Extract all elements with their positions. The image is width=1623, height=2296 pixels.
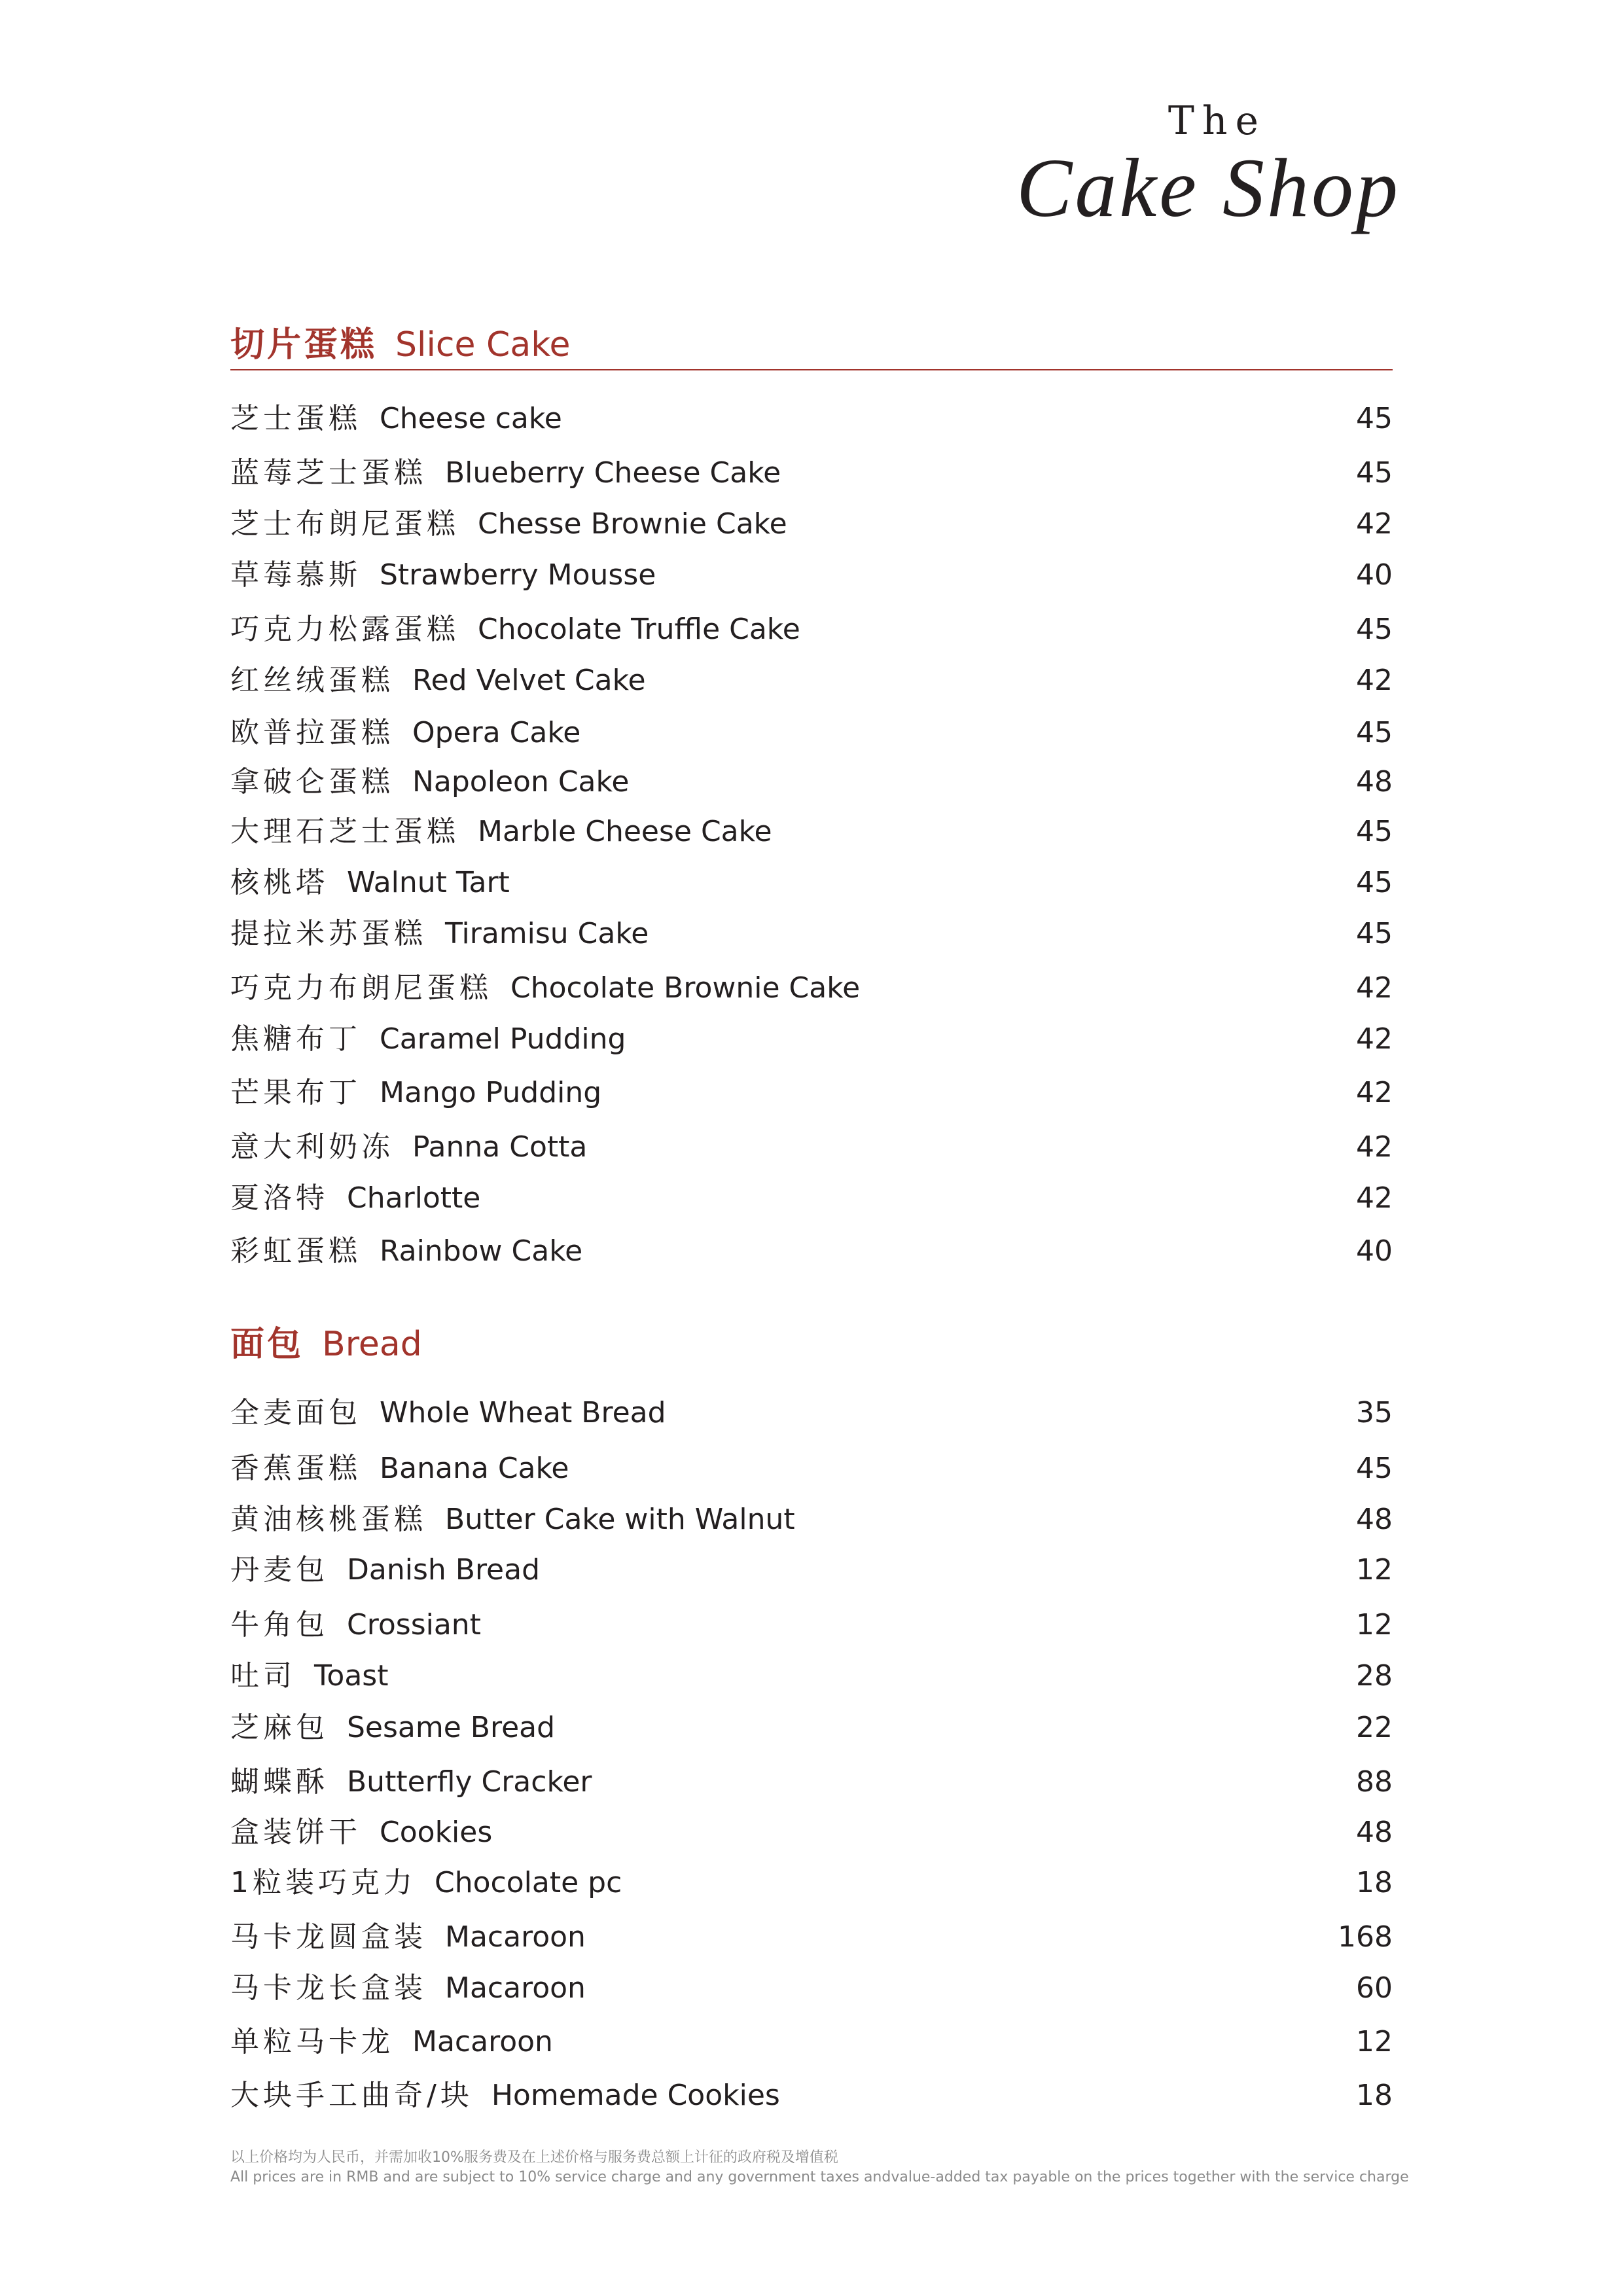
brand-logo [1016, 98, 1400, 232]
section-title [230, 322, 1393, 368]
item-name-en: Charlotte [347, 1181, 481, 1215]
item-name-en: Macaroon [445, 1971, 586, 2005]
item-name-en: Chocolate Truffle Cake [478, 613, 800, 646]
item-name-en: Chesse Brownie Cake [478, 507, 787, 541]
item-name-en: Butterfly Cracker [347, 1765, 592, 1799]
menu-item [230, 1500, 1393, 1539]
item-price: 48 [1356, 765, 1393, 798]
menu-item [230, 1551, 1393, 1590]
menu-item [230, 1449, 1393, 1488]
item-name-cn: 提拉米苏蛋糕 [230, 917, 427, 950]
item-name-cn: 黄油核桃蛋糕 [230, 1503, 427, 1536]
item-name-cn: 香蕉蛋糕 [230, 1452, 361, 1485]
item-name-en: Mango Pudding [380, 1076, 602, 1109]
item-name-cn: 巧克力布朗尼蛋糕 [230, 971, 492, 1005]
menu-item [230, 505, 1393, 544]
item-name-en: Blueberry Cheese Cake [445, 456, 781, 490]
item-price: 42 [1356, 1022, 1393, 1056]
item-price: 12 [1356, 2025, 1393, 2058]
menu-item [230, 1128, 1393, 1167]
item-price: 18 [1356, 2079, 1393, 2112]
menu-item [230, 863, 1393, 903]
menu-item [230, 812, 1393, 852]
item-name-en: Panna Cotta [412, 1130, 588, 1164]
item-price: 88 [1356, 1765, 1393, 1799]
section-title-cn: 面包 [230, 1325, 304, 1364]
item-name-cn: 芝士布朗尼蛋糕 [230, 507, 459, 541]
item-price: 42 [1356, 507, 1393, 541]
item-name-cn: 巧克力松露蛋糕 [230, 613, 459, 646]
item-price: 22 [1356, 1711, 1393, 1744]
item-name-cn: 芝士蛋糕 [230, 402, 361, 435]
item-price: 168 [1338, 1920, 1393, 1954]
item-name-cn: 全麦面包 [230, 1396, 361, 1429]
item-price: 45 [1356, 456, 1393, 490]
menu-item [230, 1605, 1393, 1645]
item-price: 45 [1356, 917, 1393, 950]
section-bread [230, 1321, 1393, 2112]
item-name-cn: 牛角包 [230, 1608, 329, 1641]
section-title-en: Slice Cake [395, 325, 571, 365]
item-name-en: Caramel Pudding [380, 1022, 626, 1056]
item-price: 45 [1356, 815, 1393, 848]
item-name-cn: 核桃塔 [230, 866, 329, 899]
menu-item [230, 969, 1393, 1008]
item-price: 45 [1356, 402, 1393, 435]
section-title-cn: 切片蛋糕 [230, 325, 378, 365]
item-name-cn: 单粒马卡龙 [230, 2025, 394, 2058]
item-name-en: Red Velvet Cake [412, 664, 646, 697]
item-name-en: Marble Cheese Cake [478, 815, 772, 848]
item-price: 18 [1356, 1866, 1393, 1899]
item-price: 45 [1356, 866, 1393, 899]
item-price: 42 [1356, 664, 1393, 697]
item-price: 48 [1356, 1503, 1393, 1536]
item-name-en: Strawberry Mousse [380, 558, 656, 592]
item-name-cn: 大块手工曲奇/块 [230, 2079, 473, 2112]
item-name-cn: 马卡龙圆盒装 [230, 1920, 427, 1954]
menu-item [230, 610, 1393, 649]
item-name-cn: 吐司 [230, 1659, 296, 1693]
item-price: 12 [1356, 1553, 1393, 1587]
menu-item [230, 1813, 1393, 1852]
item-price: 42 [1356, 1130, 1393, 1164]
item-name-cn: 盒装饼干 [230, 1816, 361, 1849]
item-name-cn: 芝麻包 [230, 1711, 329, 1744]
brand-the: The [1168, 98, 1266, 144]
menu-item [230, 454, 1393, 493]
menu-item [230, 1020, 1393, 1059]
item-name-en: Napoleon Cake [412, 765, 630, 798]
item-name-cn: 蝴蝶酥 [230, 1765, 329, 1799]
menu-item [230, 1657, 1393, 1696]
section-slice-cake [230, 322, 1393, 1268]
item-name-cn: 丹麦包 [230, 1553, 329, 1587]
menu-item [230, 1179, 1393, 1218]
item-name-cn: 欧普拉蛋糕 [230, 716, 394, 749]
item-name-cn: 马卡龙长盒装 [230, 1971, 427, 2005]
brand-name: Cake Shop [1016, 141, 1400, 234]
item-price: 12 [1356, 1608, 1393, 1641]
section-divider [230, 369, 1393, 370]
section-title-en: Bread [322, 1325, 422, 1364]
item-name-en: Sesame Bread [347, 1711, 556, 1744]
menu-item [230, 1393, 1393, 1433]
item-name-en: Chocolate pc [435, 1866, 622, 1899]
item-price: 45 [1356, 716, 1393, 749]
item-price: 45 [1356, 613, 1393, 646]
item-name-cn: 1粒装巧克力 [230, 1866, 416, 1899]
item-name-en: Tiramisu Cake [445, 917, 649, 950]
menu-item [230, 713, 1393, 753]
item-name-en: Macaroon [412, 2025, 553, 2058]
item-price: 45 [1356, 1452, 1393, 1485]
menu-item [230, 914, 1393, 954]
item-name-cn: 蓝莓芝士蛋糕 [230, 456, 427, 490]
item-price: 42 [1356, 971, 1393, 1005]
item-name-en: Danish Bread [347, 1553, 541, 1587]
item-name-cn: 芒果布丁 [230, 1076, 361, 1109]
menu-item [230, 1073, 1393, 1113]
price-footnote [230, 2148, 1408, 2187]
item-name-en: Cheese cake [380, 402, 562, 435]
menu-item [230, 399, 1393, 439]
item-name-en: Homemade Cookies [491, 2079, 780, 2112]
item-name-en: Rainbow Cake [380, 1234, 583, 1268]
item-price: 60 [1356, 1971, 1393, 2005]
item-price: 48 [1356, 1816, 1393, 1849]
footnote-en: All prices are in RMB and are subject to 10% service charge and any government taxes andvalue-added tax payable on the prices together with the service charge [230, 2169, 1409, 2185]
item-name-cn: 彩虹蛋糕 [230, 1234, 361, 1268]
item-price: 28 [1356, 1659, 1393, 1693]
item-name-en: Opera Cake [412, 716, 581, 749]
item-name-cn: 红丝绒蛋糕 [230, 664, 394, 697]
menu-item [230, 2022, 1393, 2062]
item-name-cn: 大理石芝士蛋糕 [230, 815, 459, 848]
item-price: 40 [1356, 558, 1393, 592]
item-name-cn: 夏洛特 [230, 1181, 329, 1215]
item-name-en: Toast [314, 1659, 389, 1693]
item-name-en: Cookies [380, 1816, 493, 1849]
menu-item [230, 1763, 1393, 1802]
item-name-cn: 拿破仑蛋糕 [230, 765, 394, 798]
item-price: 42 [1356, 1076, 1393, 1109]
menu-item [230, 661, 1393, 700]
item-name-en: Macaroon [445, 1920, 586, 1954]
item-name-en: Butter Cake with Walnut [445, 1503, 795, 1536]
item-price: 40 [1356, 1234, 1393, 1268]
footnote-cn: 以上价格均为人民币，并需加收10%服务费及在上述价格与服务费总额上计征的政府税及增值税 [230, 2149, 838, 2166]
item-price: 42 [1356, 1181, 1393, 1215]
menu-item [230, 1708, 1393, 1748]
section-title [230, 1321, 1393, 1367]
menu-item [230, 1918, 1393, 1957]
menu-item [230, 1232, 1393, 1271]
item-name-en: Chocolate Brownie Cake [510, 971, 861, 1005]
item-price: 35 [1356, 1396, 1393, 1429]
menu-item [230, 1863, 1393, 1903]
item-name-en: Crossiant [347, 1608, 481, 1641]
item-name-en: Walnut Tart [347, 866, 510, 899]
item-name-cn: 焦糖布丁 [230, 1022, 361, 1056]
menu-item [230, 762, 1393, 802]
item-name-en: Banana Cake [380, 1452, 569, 1485]
item-name-en: Whole Wheat Bread [380, 1396, 666, 1429]
menu-item [230, 1969, 1393, 2008]
item-name-cn: 草莓慕斯 [230, 558, 361, 592]
menu-item [230, 2076, 1393, 2115]
menu-item [230, 556, 1393, 595]
item-name-cn: 意大利奶冻 [230, 1130, 394, 1164]
